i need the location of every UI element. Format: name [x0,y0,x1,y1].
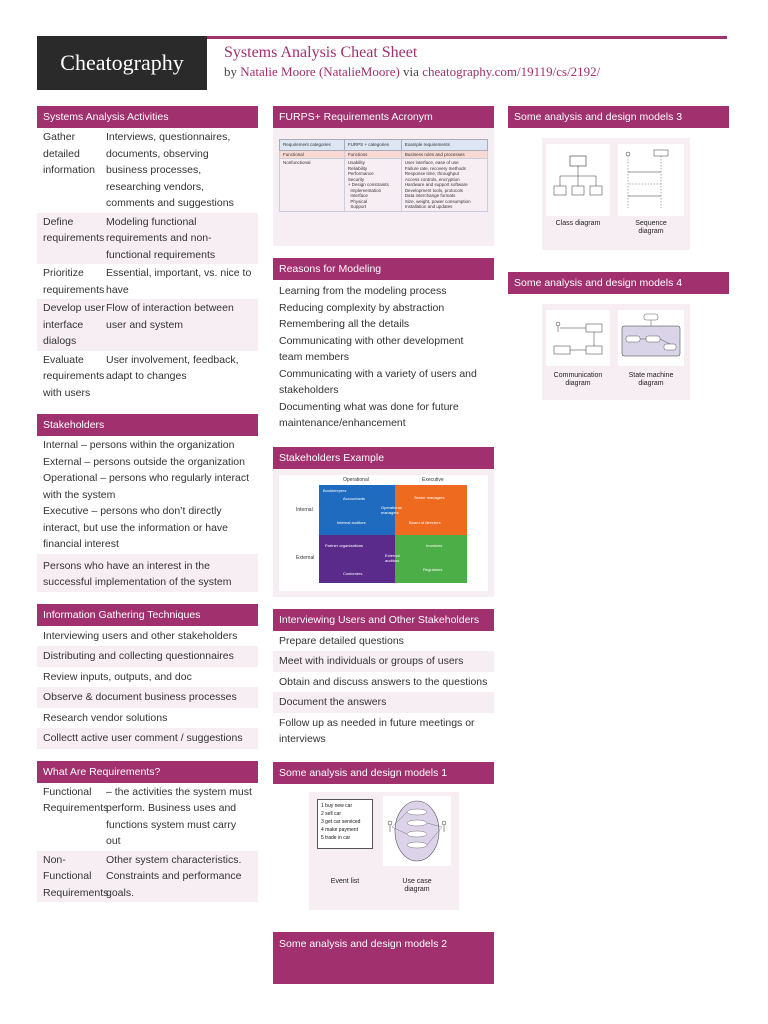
label-regulators: Regulators [423,566,443,572]
axis-label-external: External [296,554,315,561]
caption-communication-diagram: Communication diagram [553,372,603,387]
row-key: Define requirements [43,215,105,244]
table-header: FURPS + categories [344,140,401,151]
section-heading: Reasons for Modeling [273,258,494,280]
label-senior-managers: Senior managers [414,494,445,500]
activities-list [37,128,258,402]
list-item: Distributing and collecting questionnaires [37,646,258,667]
models4-figure [508,294,729,412]
requirements-list [37,783,258,903]
section-heading: Some analysis and design models 2 [273,932,494,984]
section-stakeholders [37,414,258,592]
section-gathering [37,604,258,749]
list-item: Meet with individuals or groups of users [273,651,494,672]
list-item: Learning from the modeling process [279,285,447,297]
row-value: Flow of interaction between user and system [106,302,234,331]
stakeholders-matrix [279,475,488,591]
list-item: Communicating with other development team members [279,334,464,363]
row-value: Essential, important, vs. nice to have [106,267,252,296]
event-item: 2 sell car [321,810,342,817]
source-link[interactable]: cheatography.com/19119/cs/2192/ [422,64,601,79]
section-requirements [37,761,258,903]
list-item: Prepare detailed questions [279,634,404,647]
row-value: Interviews, questionnaires, documents, observing business processes, researching vendors, comments and suggestions [106,131,234,209]
label-internal-auditors: Internal auditors [337,519,366,525]
section-heading: Stakeholders [37,414,258,436]
list-item: Document the answers [273,692,494,713]
byline-by: by [224,64,237,79]
list-item: Reducing complexity by abstraction [279,301,445,314]
table-row [37,783,258,851]
stakeholder-operational: Operational – persons who regularly interact with the system [43,472,250,501]
event-item: 1 buy new car [321,802,353,809]
list-item [37,436,258,554]
models1-figure [273,784,494,920]
row-value: – the activities the system must perform. Business uses and functions system must carry out [106,785,252,847]
page-title: Systems Analysis Cheat Sheet [224,44,418,61]
class-diagram-icon [546,144,610,216]
list-item: Observe & document business processes [37,687,258,708]
section-heading: Stakeholders Example [273,447,494,469]
section-furps [273,106,494,246]
list-item: Obtain and discuss answers to the questions [279,675,488,688]
axis-label-operational: Operational [343,476,369,483]
stakeholder-external: External – persons outside the organization [43,455,245,468]
table-cell: Nonfunctional [280,159,345,212]
table-row [37,851,258,903]
gathering-list [37,626,258,749]
list-item: Documenting what was done for future maintenance/enhancement [279,400,459,429]
sequence-diagram-icon [618,144,684,216]
communication-diagram-icon [546,310,610,366]
table-header: Requirement categories [280,140,345,151]
section-heading: Systems Analysis Activities [37,106,258,128]
furps-table [279,139,488,212]
caption-event-list: Event list [330,877,360,885]
list-item: Collectt active user comment / suggestions [37,728,258,749]
byline [224,64,600,80]
stakeholder-executive: Executive – persons who don’t directly interact, but use the information or have financial interest [43,505,229,550]
section-heading: Some analysis and design models 4 [508,272,729,294]
models3-panel [542,138,690,250]
label-board: Board of directors [409,519,441,525]
table-cell: Business rules and processes [401,150,487,159]
stakeholders-figure [273,469,494,597]
stakeholder-internal: Internal – persons within the organization [43,439,235,451]
list-item: Review inputs, outputs, and doc [43,670,192,683]
label-investors: Investors [426,542,443,548]
header [37,36,727,90]
table-row [37,128,258,213]
list-item: Communicating with a variety of users and stakeholders [279,367,477,396]
stakeholder-definition: Persons who have an interest in the successful implementation of the system [43,559,232,588]
caption-class-diagram: Class diagram [555,220,601,227]
models1-panel [309,792,459,910]
section-models-4 [508,272,729,412]
caption-use-case-diagram: Use case diagram [402,877,432,893]
list-item: Follow up as needed in future meetings or interviews [279,716,475,745]
row-key: Gather detailed information [43,131,95,176]
row-key: Prioritize requirements [43,267,105,296]
table-cell: Functional [280,150,345,159]
column-2 [273,106,494,996]
table-header: Example requirements [401,140,487,151]
label-external-auditors: External auditors [385,552,400,563]
list-item [37,554,258,592]
byline-via: via [403,64,419,79]
use-case-diagram-icon [383,796,451,866]
section-stakeholders-example [273,447,494,597]
event-list [317,799,373,849]
label-partner-organizations: Partner organizations [325,542,364,548]
column-3 [508,106,729,424]
section-heading: FURPS+ Requirements Acronym [273,106,494,128]
row-key: Non-Functional Requirements [43,853,109,899]
section-reasons [273,258,494,435]
section-interviewing [273,609,494,750]
section-models-3 [508,106,729,260]
interviewing-list [273,631,494,750]
models3-figure [508,128,729,260]
section-heading: Some analysis and design models 3 [508,106,729,128]
table-cell: Usability Reliability Performance Security + Design constraints Implementation Interface Physical Support [344,159,401,212]
section-heading: Interviewing Users and Other Stakeholders [273,609,494,631]
table-row [37,299,258,351]
furps-figure [273,128,494,246]
event-item: 4 make payment [321,826,358,833]
section-models-2 [273,932,494,984]
table-cell: Functions [344,150,401,159]
label-operational-managers: Operational managers [381,504,402,515]
row-key: Functional Requirements [43,785,109,814]
header-accent-bar [207,36,727,39]
row-key: Develop user interface dialogs [43,302,105,347]
list-item: Remembering all the details [279,318,410,330]
table-row [37,213,258,265]
section-models-1 [273,762,494,920]
label-bookkeepers: Bookkeepers [323,487,347,493]
label-customers: Customers [343,570,363,576]
section-heading: What Are Requirements? [37,761,258,783]
column-1 [37,106,258,914]
event-item: 5 trade in car [321,834,351,841]
table-row [37,351,258,403]
table-cell: User interface, ease of use Failure rate, recovery methods Response time, throughput Access controls, encryption Hardware and support software Development tools, protocols Data interchange formats Size, weight, power consumption Installation and updates [401,159,487,212]
logo[interactable]: Cheatography [37,36,207,90]
list-item: Research vendor solutions [43,711,168,724]
axis-label-executive: Executive [422,476,444,483]
row-value: Other system characteristics. Constraints and performance goals. [106,853,242,899]
section-heading: Some analysis and design models 1 [273,762,494,784]
label-accountants: Accountants [343,495,366,501]
event-item: 3 get car serviced [321,818,361,825]
caption-sequence-diagram: Sequence diagram [635,220,667,235]
row-value: User involvement, feedback, adapt to changes [106,353,239,382]
models4-panel [542,304,690,400]
list-item: Interviewing users and other stakeholders [43,629,238,642]
section-heading: Information Gathering Techniques [37,604,258,626]
state-machine-diagram-icon [618,310,684,366]
section-activities [37,106,258,402]
axis-label-internal: Internal [296,506,313,513]
author-link[interactable]: Natalie Moore (NatalieMoore) [240,64,400,79]
caption-state-machine-diagram: State machine diagram [628,372,674,387]
row-key: Evaluate requirements with users [43,353,105,399]
table-row [37,264,258,299]
row-value: Modeling functional requirements and non-functional requirements [106,215,216,261]
reasons-list [273,280,494,435]
